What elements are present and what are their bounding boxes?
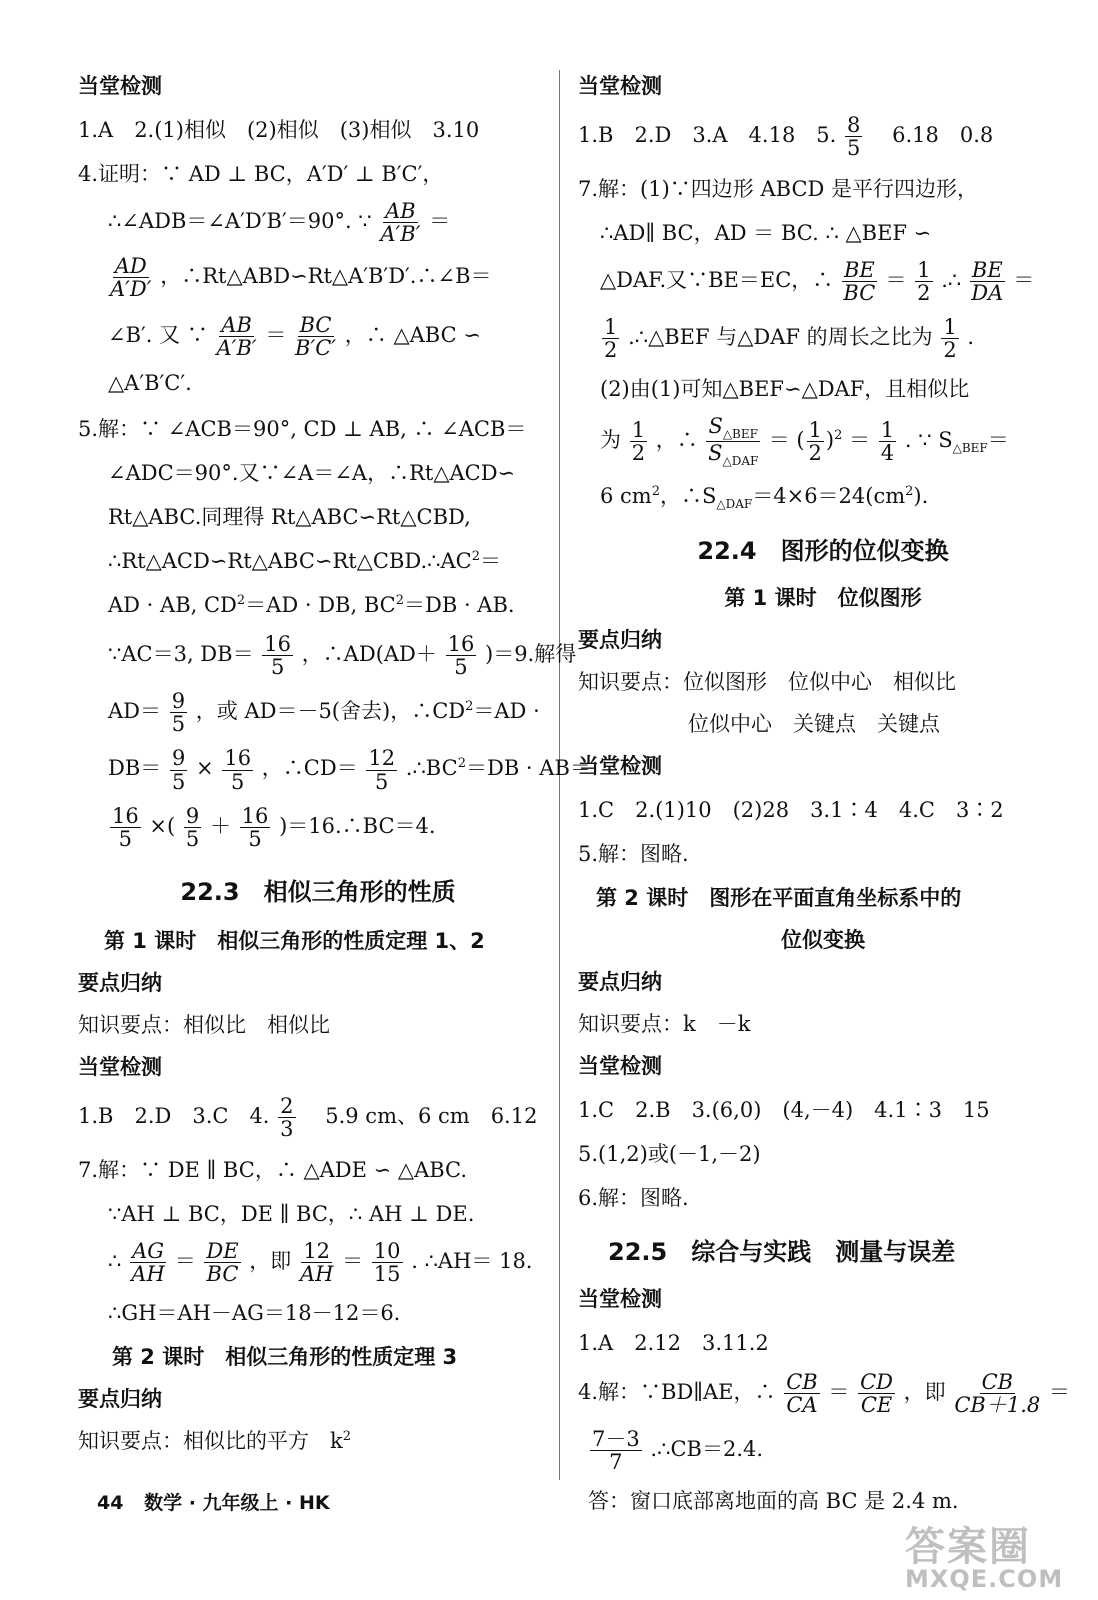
fraction: $\frac{7-3}{7}$: [592, 1427, 640, 1475]
answer-line: 5.解：∵ ∠ACB＝90°, CD ⊥ AB, ∴ ∠ACB＝: [78, 417, 527, 442]
fraction: $\frac{CB}{CB+1.8}$: [954, 1370, 1041, 1418]
fraction: $\frac{9}{5}$: [185, 803, 200, 851]
fraction: $\frac{1}{2}$: [943, 315, 957, 363]
lesson-title: 位似变换: [781, 928, 865, 953]
answer-line: (2)由(1)可知△BEF∽△DAF，且相似比: [600, 377, 970, 402]
fraction: $\frac{16}{5}$: [264, 632, 291, 680]
fraction: $\frac{AG}{AH}$: [131, 1238, 165, 1286]
heading-dangtang: 当堂检测: [578, 1054, 662, 1079]
answer-line: 为 $\frac{1}{2}$ ，∴ $S_{\triangle BEF}$ $S_{\triangle DAF}$ ＝ ( $\frac{1}{2}$ )$^2$ ＝ $\frac{1}{4}$ . ∵ $S_{\triangle BEF}=$: [600, 414, 1009, 469]
page-number: 44: [97, 1492, 124, 1514]
answer-line: ∠B′. 又 ∵ $\frac{AB}{A'B'}$ ＝ $\frac{BC}{B'C'}$ ，∴ △ABC ∽: [108, 313, 481, 361]
section-title: 22.4 图形的位似变换: [697, 537, 949, 566]
right-column: [578, 70, 1068, 1515]
fraction: $\frac{1}{2}$: [808, 418, 822, 466]
answer-line: 答：窗口底部离地面的高 BC 是 2.4 m.: [588, 1489, 959, 1514]
answer-line: 1.A 2.12 3.11.2: [578, 1331, 769, 1356]
watermark-url: MXQE.COM: [905, 1565, 1064, 1593]
answer-line: 1.B 2.D 3.C 4. $\frac{2}{3}$ 5.9 cm、6 cm 6.12: [78, 1093, 538, 1141]
answer-line: $\therefore Rt\triangle ACD∽Rt\triangle ABC∽Rt\triangle CBD.\therefore AC^2=$: [108, 549, 502, 574]
fraction: $\frac{1}{2}$: [917, 258, 931, 306]
answer-line: $\frac{AD}{A'D'}$ ，∴Rt△ABD∽Rt△A′B′D′.∴∠B＝: [110, 254, 492, 302]
fraction: $S_{\triangle BEF}$ $S_{\triangle DAF}$: [708, 414, 759, 469]
fraction: $\frac{16}{5}$: [112, 803, 139, 851]
fraction: $\frac{16}{5}$: [447, 632, 475, 680]
fraction: $\frac{AB}{A'B'}$: [380, 199, 421, 247]
answer-line: 知识要点：相似比的平方 $k^2$: [78, 1428, 352, 1453]
answer-line: 6.解：图略.: [578, 1186, 689, 1211]
answer-line: 1.C 2.(1)10 (2)28 3.1∶4 4.C 3∶2: [578, 798, 1004, 823]
fraction: $\frac{16}{5}$: [224, 746, 252, 794]
answer-line: 1.A 2.(1)相似 (2)相似 (3)相似 3.10: [78, 118, 480, 142]
answer-line: DB＝ $\frac{9}{5}$ × $\frac{16}{5}$ ，∴CD＝ $\frac{12}{5}$ $.\therefore BC^2=DB \cdot AB=$: [108, 746, 591, 794]
page-footer: [97, 1488, 330, 1515]
answer-line: ∵AH ⊥ BC，DE ∥ BC，∴ AH ⊥ DE.: [108, 1201, 475, 1226]
answer-line: △DAF.又∵BE＝EC，∴ $\frac{BE}{BC}$ ＝ $\frac{1}{2}$ .∴ $\frac{BE}{DA}$ ＝: [600, 258, 1035, 306]
lesson-title: 第 2 课时 相似三角形的性质定理 3: [112, 1344, 458, 1369]
section-title: 22.3 相似三角形的性质: [180, 877, 456, 906]
answer-line: 5.(1,2)或(－1,－2): [578, 1142, 761, 1167]
answer-line: 4.证明：∵ AD ⊥ BC，A′D′ ⊥ B′C′，: [78, 162, 444, 186]
fraction: $\frac{AD}{A'D'}$: [110, 254, 152, 302]
answer-line: $\frac{7-3}{7}$ .∴CB＝2.4.: [592, 1427, 764, 1475]
fraction: $\frac{DE}{BC}$: [206, 1238, 239, 1286]
fraction: $\frac{2}{3}$: [280, 1093, 294, 1141]
heading-dangtang: 当堂检测: [578, 74, 662, 98]
heading-yaodian: 要点归纳: [578, 628, 662, 653]
answer-line: 5.解：图略.: [578, 842, 689, 867]
fraction: $\frac{1}{4}$: [880, 418, 895, 466]
answer-line: $\frac{16}{5}$ ×( $\frac{9}{5}$ ＋ $\frac{16}{5}$ )＝16.∴BC＝4.: [112, 803, 436, 851]
lesson-title: 第 1 课时 位似图形: [724, 586, 922, 611]
answer-line: Rt△ABC.同理得 Rt△ABC∽Rt△CBD,: [108, 505, 471, 530]
answer-line: AD · AB, $CD^2=AD$ · DB, $BC^2=DB$ · AB.: [108, 593, 515, 618]
section-title: 22.5 综合与实践 测量与误差: [608, 1238, 956, 1267]
fraction: $\frac{8}{5}$: [847, 113, 861, 161]
answer-line: ∴AD∥ BC，AD ＝ BC. ∴ △BEF ∽: [600, 221, 932, 246]
fraction: $\frac{BC}{B'C'}$: [295, 313, 337, 361]
fraction: $\frac{AB}{A'B'}$: [216, 313, 257, 361]
heading-yaodian: 要点归纳: [78, 970, 162, 995]
answer-line: 知识要点：位似图形 位似中心 相似比: [578, 670, 956, 695]
fraction: $\frac{CB}{CA}$: [786, 1370, 818, 1418]
answer-line: 7.解：(1)∵四边形 ABCD 是平行四边形，: [578, 177, 979, 202]
answer-line: $\frac{1}{2}$ .∴△BEF 与△DAF 的周长之比为 $\frac{1}{2}$ .: [604, 315, 975, 363]
answer-line: ∠ADC＝90°.又∵∠A＝∠A，∴Rt△ACD∽: [108, 461, 516, 486]
heading-dangtang: 当堂检测: [78, 74, 162, 98]
answer-line: AD＝ $\frac{9}{5}$ ，或 AD＝－5(舍去)，$\therefore CD^2=AD$ ·: [108, 689, 540, 737]
answer-line: ∴ $\frac{AG}{AH}$ ＝ $\frac{DE}{BC}$ ，即 $\frac{12}{AH}$ ＝ $\frac{10}{15}$ . ∴AH＝ 18.: [108, 1238, 533, 1286]
watermark-logo: 答案圈: [905, 1524, 1031, 1570]
fraction: $\frac{9}{5}$: [171, 689, 186, 737]
fraction: $\frac{9}{5}$: [171, 746, 186, 794]
answer-line: 位似中心 关键点 关键点: [688, 712, 940, 737]
fraction: $\frac{12}{AH}$: [299, 1238, 334, 1286]
fraction: $\frac{CD}{CE}$: [860, 1370, 893, 1418]
fraction: $\frac{16}{5}$: [241, 803, 269, 851]
answer-line: 7.解：∵ DE ∥ BC，∴ △ADE ∽ △ABC.: [78, 1157, 468, 1182]
lesson-title: 第 2 课时 图形在平面直角坐标系中的: [596, 886, 962, 911]
answer-line: 6 $cm^2$，$\therefore S_{\triangle DAF}=4\times 6=24(cm^2)$.: [600, 483, 929, 512]
left-column: [78, 70, 591, 1455]
answer-line: 1.C 2.B 3.(6,0) (4,－4) 4.1∶3 15: [578, 1098, 990, 1123]
fraction: $\frac{BE}{BC}$: [843, 258, 876, 306]
answer-line: △A′B′C′.: [108, 371, 192, 396]
answer-line: 知识要点：相似比 相似比: [78, 1012, 330, 1037]
answer-line: 知识要点：k －k: [578, 1012, 751, 1037]
answer-line: 4.解：∵BD∥AE，∴ $\frac{CB}{CA}$ ＝ $\frac{CD}{CE}$ ，即 $\frac{CB}{CB+1.8}$ ＝: [578, 1370, 1070, 1418]
lesson-title: 第 1 课时 相似三角形的性质定理 1、2: [104, 928, 485, 953]
heading-yaodian: 要点归纳: [78, 1386, 162, 1411]
answer-line: ∴∠ADB＝∠A′D′B′＝90°. ∵ $\frac{AB}{A'B'}$ ＝: [108, 199, 451, 247]
heading-dangtang: 当堂检测: [578, 1287, 662, 1312]
answer-line: ∵AC＝3, DB＝ $\frac{16}{5}$ ，∴AD(AD＋ $\frac{16}{5}$ )＝9.解得: [108, 632, 577, 680]
heading-yaodian: 要点归纳: [578, 970, 662, 995]
fraction: $\frac{1}{2}$: [604, 315, 618, 363]
heading-dangtang: 当堂检测: [78, 1054, 162, 1079]
heading-dangtang: 当堂检测: [578, 754, 662, 779]
answer-line: ∴GH＝AH－AG＝18－12＝6.: [108, 1300, 401, 1325]
fraction: $\frac{12}{5}$: [368, 746, 396, 794]
answer-line: 1.B 2.D 3.A 4.18 5. $\frac{8}{5}$ 6.18 0.8: [578, 113, 994, 161]
fraction: $\frac{BE}{DA}$: [971, 258, 1004, 306]
book-title: 数学 · 九年级上 · HK: [144, 1492, 330, 1514]
fraction: $\frac{1}{2}$: [631, 418, 646, 466]
fraction: $\frac{10}{15}$: [373, 1238, 401, 1286]
